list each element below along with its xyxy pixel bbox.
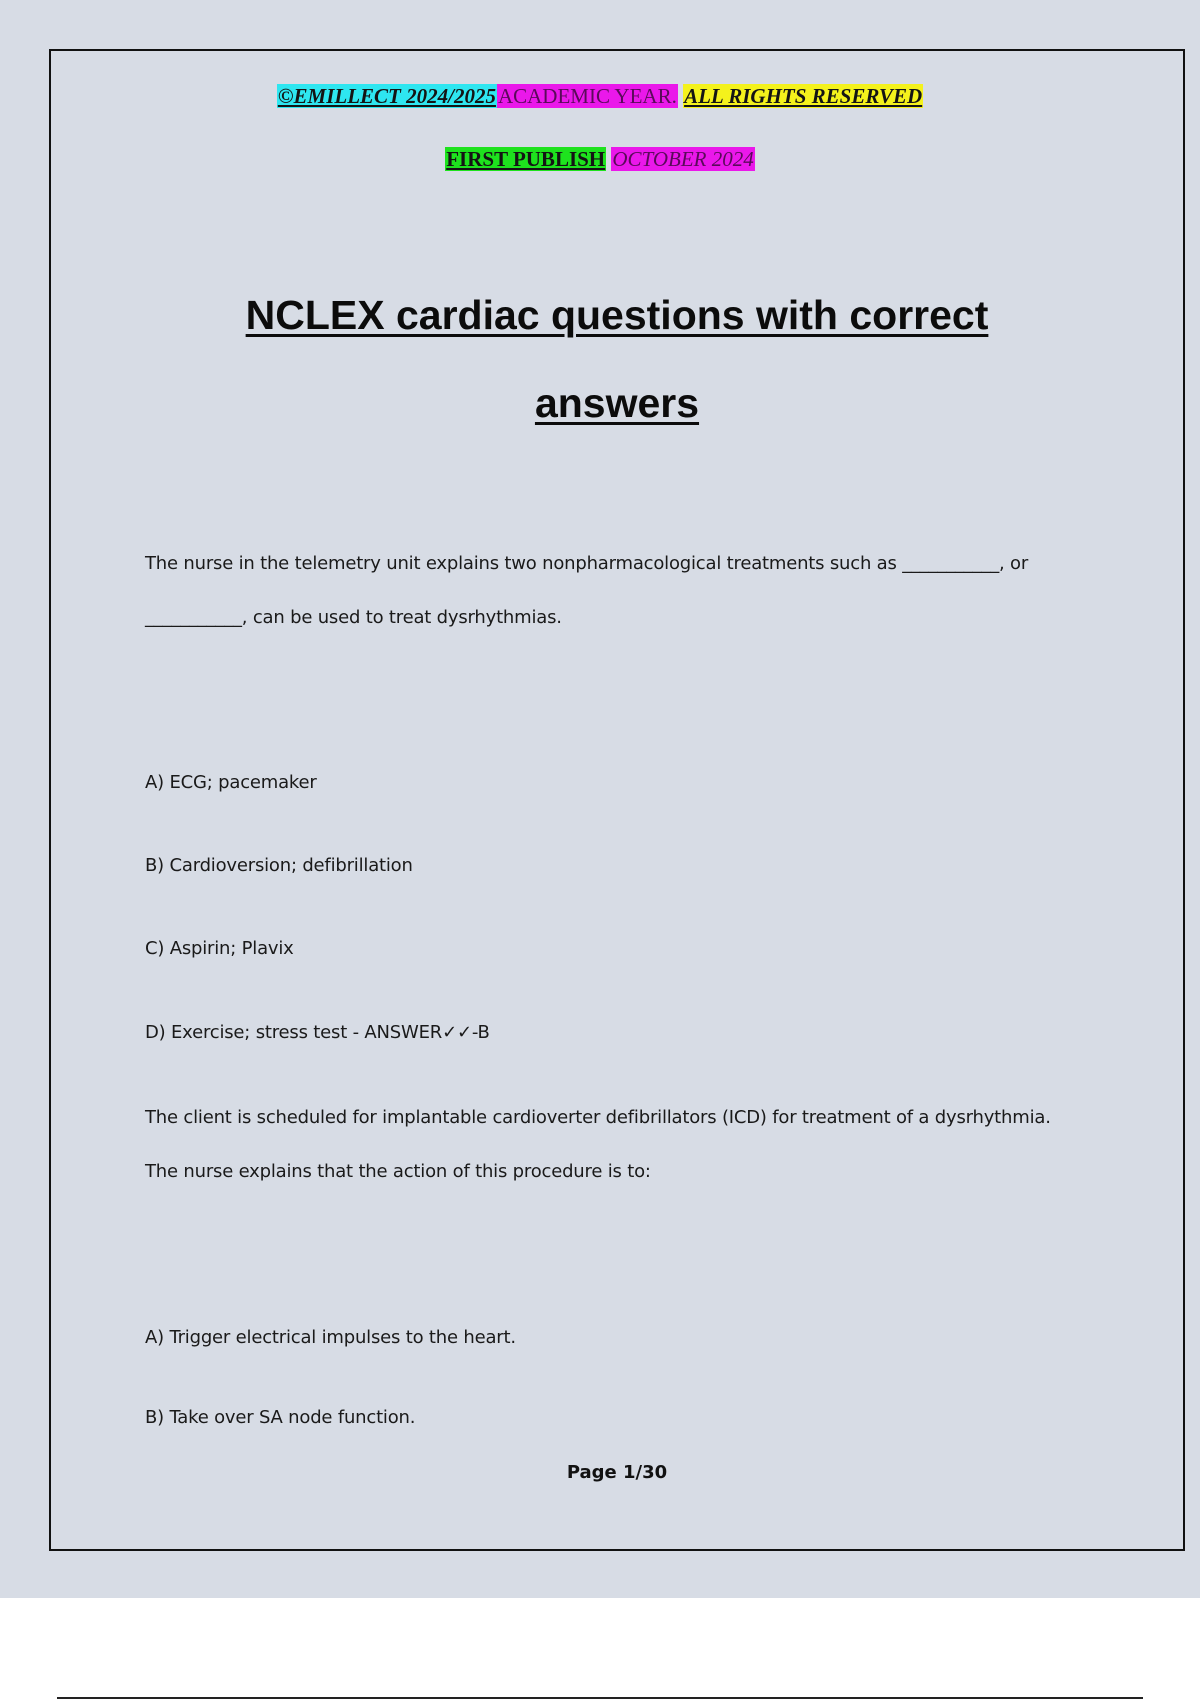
rights-reserved-text: ALL RIGHTS RESERVED	[684, 84, 923, 108]
question-1-stem-line-1: The nurse in the telemetry unit explains two nonpharmacological treatments such as ___________, or	[145, 553, 1029, 574]
publish-header	[0, 147, 1200, 172]
question-1-option-c: C) Aspirin; Plavix	[145, 938, 294, 959]
copyright-header	[0, 84, 1200, 109]
footer-divider	[57, 1697, 1143, 1699]
page-border	[49, 49, 1185, 1551]
question-2-option-a: A) Trigger electrical impulses to the heart.	[145, 1327, 516, 1348]
document-title-line-1: NCLEX cardiac questions with correct	[245, 292, 989, 338]
publish-date-text: OCTOBER 2024	[612, 147, 754, 171]
first-publish-text: FIRST PUBLISH	[446, 147, 606, 171]
question-1-option-a: A) ECG; pacemaker	[145, 772, 317, 793]
academic-year-text: ACADEMIC YEAR.	[497, 84, 677, 108]
question-1-stem-line-2: ___________, can be used to treat dysrhythmias.	[145, 607, 562, 628]
question-1-option-b: B) Cardioversion; defibrillation	[145, 855, 413, 876]
question-1-option-d-answer: D) Exercise; stress test - ANSWER✓✓-B	[145, 1022, 490, 1043]
question-2-option-b: B) Take over SA node function.	[145, 1407, 416, 1428]
page-number: Page 1/30	[566, 1462, 668, 1483]
question-2-stem-line-1: The client is scheduled for implantable cardioverter defibrillators (ICD) for treatment of a dysrhythmia.	[145, 1107, 1051, 1128]
document-title-line-2: answers	[534, 380, 700, 426]
question-2-stem-line-2: The nurse explains that the action of this procedure is to:	[145, 1161, 651, 1182]
copyright-text: ©EMILLECT 2024/2025	[277, 84, 496, 108]
